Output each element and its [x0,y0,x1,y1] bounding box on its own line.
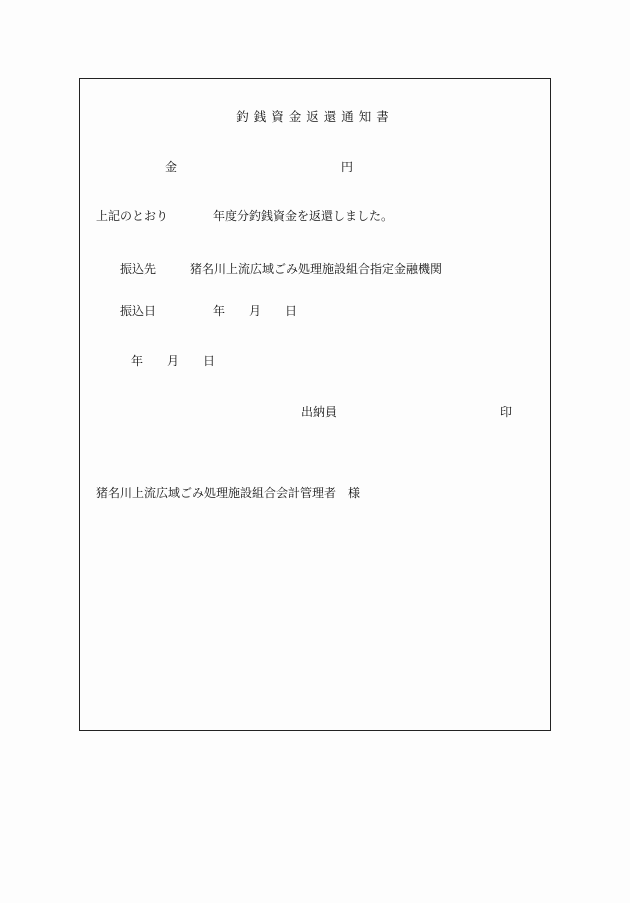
cashier-label: 出納員 [301,405,338,419]
statement-lead: 上記のとおり [96,209,169,223]
transfer-date-year: 年 [213,304,226,318]
issue-date-year: 年 [131,354,144,368]
transfer-date-label: 振込日 [120,304,157,318]
statement-text: 年度分釣銭資金を返還しました。 [213,209,394,223]
amount-prefix: 金 [165,160,178,174]
amount-unit: 円 [341,160,354,174]
transfer-date-day: 日 [285,304,298,318]
transfer-to-value: 猪名川上流広域ごみ処理施設組合指定金融機関 [190,262,443,276]
addressee: 猪名川上流広域ごみ処理施設組合会計管理者 様 [96,486,361,500]
seal-mark: 印 [500,405,513,419]
issue-date-month: 月 [167,354,180,368]
transfer-to-label: 振込先 [120,262,157,276]
transfer-date-month: 月 [249,304,262,318]
document-title: 釣銭資金返還通知書 [236,109,394,124]
issue-date-day: 日 [203,354,216,368]
